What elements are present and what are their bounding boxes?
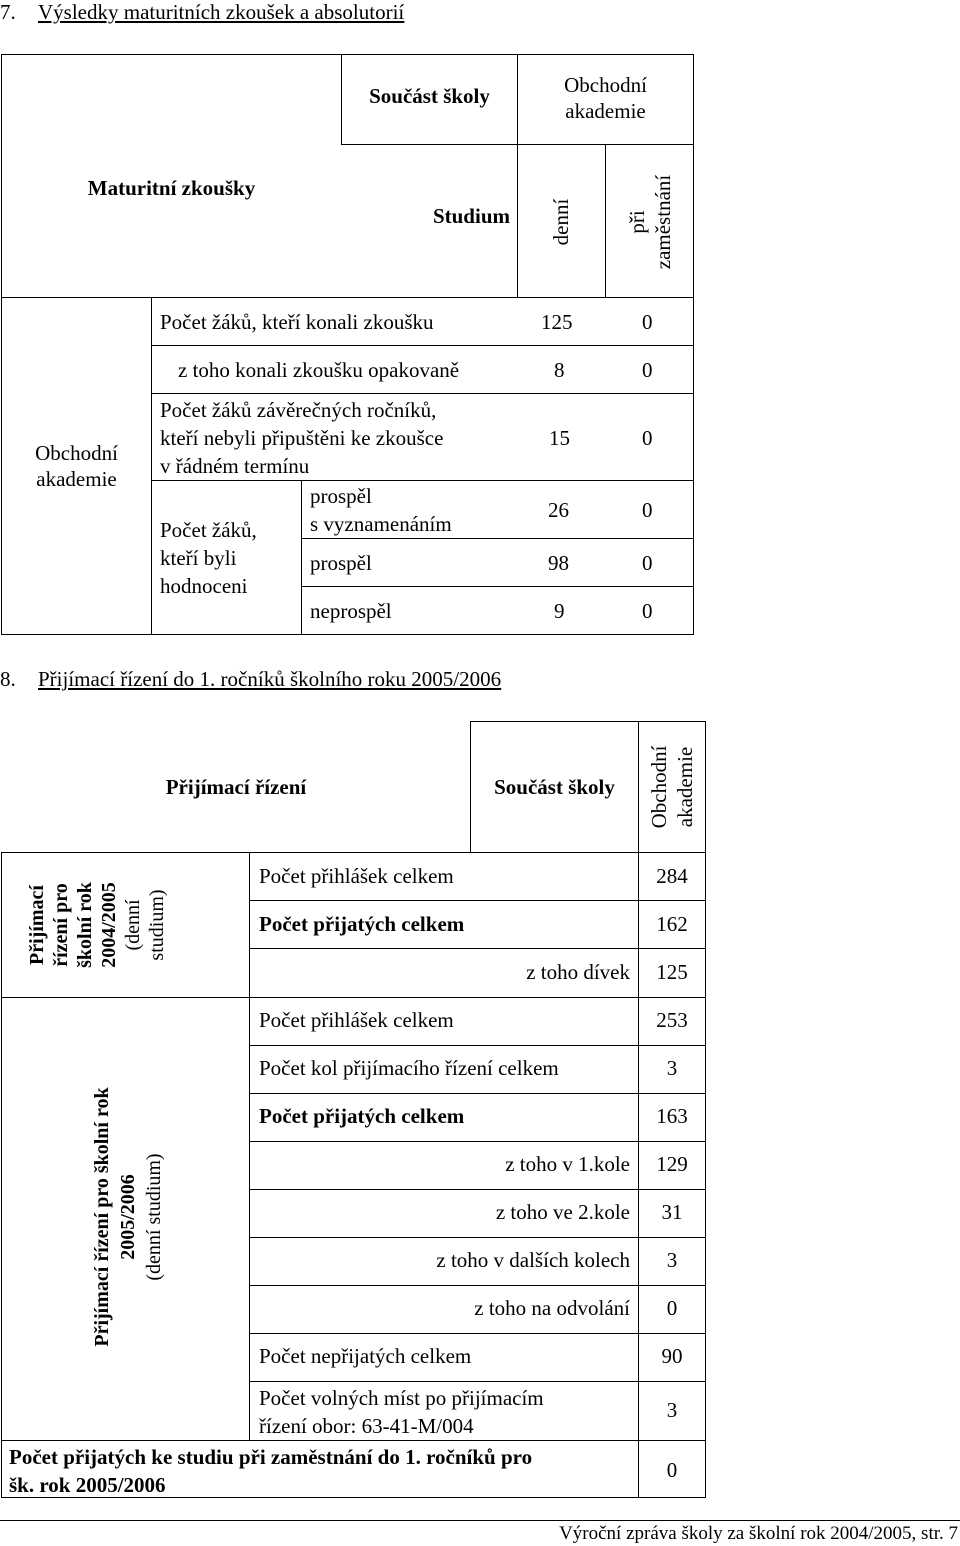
g2-prijatych-label: Počet přijatých celkem bbox=[259, 1104, 465, 1128]
row-opakovane-pri: 0 bbox=[642, 358, 653, 382]
row-vyznamenani-denni: 26 bbox=[548, 498, 569, 522]
g1-prihlasek-label: Počet přihlášek celkem bbox=[259, 864, 454, 888]
hodnoceni-label: Počet žáků, kteří byli hodnoceni bbox=[160, 518, 257, 598]
g2-kol-value: 3 bbox=[666, 1056, 678, 1080]
zamestnani-value: 0 bbox=[666, 1458, 678, 1482]
row-prospel-pri: 0 bbox=[642, 551, 653, 575]
g1-divek-value: 125 bbox=[656, 960, 688, 984]
g2-prihlasek-label: Počet přihlášek celkem bbox=[259, 1008, 454, 1032]
g1-prijatych-label: Počet přijatých celkem bbox=[259, 912, 465, 936]
g2-odvolani-value: 0 bbox=[666, 1296, 678, 1320]
row-opakovane-denni: 8 bbox=[554, 358, 565, 382]
row-konali-label: Počet žáků, kteří konali zkoušku bbox=[160, 310, 434, 334]
footer-text: Výroční zpráva školy za školní rok 2004/2005, str. 7 bbox=[559, 1523, 958, 1544]
section-8-heading bbox=[0, 667, 501, 692]
row-nepripusteni-label: Počet žáků závěrečných ročníků, kteří nebyli připuštěni ke zkoušce v řádném termínu bbox=[160, 398, 444, 478]
row-prospel-denni: 98 bbox=[548, 551, 569, 575]
g2-prijatych-value: 163 bbox=[656, 1104, 688, 1128]
studium-label: Studium bbox=[432, 204, 510, 228]
soucast-skoly-label: Součást školy bbox=[369, 84, 490, 108]
g1-prihlasek-value: 284 bbox=[656, 864, 688, 888]
row-nepripusteni-denni: 15 bbox=[549, 426, 570, 450]
g2-volnych-value: 3 bbox=[666, 1398, 678, 1422]
section-title: Výsledky maturitních zkoušek a absolutorií bbox=[38, 0, 405, 24]
g2-kolo1-value: 129 bbox=[656, 1152, 688, 1176]
g1-prijatych-value: 162 bbox=[656, 912, 688, 936]
row-prospel-label: prospěl bbox=[310, 551, 372, 575]
section-7-heading bbox=[0, 0, 404, 25]
group1-label: Přijímací řízení pro školní rok 2004/2005 (denní studium) bbox=[26, 882, 168, 968]
row-vyznamenani-pri: 0 bbox=[642, 498, 653, 522]
g2-kolo2-label: z toho ve 2.kole bbox=[495, 1200, 630, 1224]
g2-kol-label: Počet kol přijímacího řízení celkem bbox=[259, 1056, 559, 1080]
row-neprospel-denni: 9 bbox=[554, 599, 565, 623]
row-vyznamenani-label: prospěl s vyznamenáním bbox=[310, 484, 452, 536]
g2-neprijatych-label: Počet nepřijatých celkem bbox=[259, 1344, 472, 1368]
g2-dalsi-value: 3 bbox=[666, 1248, 678, 1272]
row-neprospel-pri: 0 bbox=[642, 599, 653, 623]
col-denni: denní bbox=[549, 198, 573, 246]
g2-dalsi-label: z toho v dalších kolech bbox=[436, 1248, 630, 1272]
group2-label: Přijímací řízení pro školní rok 2005/2006 (denní studium) bbox=[91, 1087, 165, 1347]
row-opakovane-label: z toho konali zkoušku opakovaně bbox=[178, 358, 460, 382]
row-konali-denni: 125 bbox=[541, 310, 573, 334]
row-konali-pri: 0 bbox=[642, 310, 653, 334]
g2-kolo2-value: 31 bbox=[661, 1200, 683, 1224]
prijimaci-rizeni-label: Přijímací řízení bbox=[165, 775, 307, 799]
section-number: 7. bbox=[0, 0, 16, 24]
section-title: Přijímací řízení do 1. ročníků školního roku 2005/2006 bbox=[38, 667, 502, 691]
g2-odvolani-label: z toho na odvolání bbox=[474, 1296, 630, 1320]
g2-neprijatych-value: 90 bbox=[661, 1344, 683, 1368]
section-number: 8. bbox=[0, 667, 16, 691]
soucast-skoly-label-2: Součást školy bbox=[494, 775, 615, 799]
g2-kolo1-label: z toho v 1.kole bbox=[505, 1152, 630, 1176]
footer-rule bbox=[0, 1520, 960, 1521]
school-column-header-2: Obchodní akademie bbox=[647, 745, 697, 829]
g2-volnych-label: Počet volných míst po přijímacím řízení obor: 63-41-M/004 bbox=[259, 1386, 544, 1438]
row-neprospel-label: neprospěl bbox=[310, 599, 392, 623]
maturitni-zkousky-label: Maturitní zkoušky bbox=[87, 176, 256, 200]
school-column-header: Obchodní akademie bbox=[564, 73, 647, 123]
col-pri-zamestnani: při zaměstnání bbox=[625, 174, 675, 270]
g1-divek-label: z toho dívek bbox=[526, 960, 630, 984]
g2-prihlasek-value: 253 bbox=[656, 1008, 688, 1032]
zamestnani-label: Počet přijatých ke studiu při zaměstnání do 1. ročníků pro šk. rok 2005/2006 bbox=[9, 1445, 533, 1497]
side-label-obchodni-akademie: Obchodní akademie bbox=[35, 441, 118, 491]
row-nepripusteni-pri: 0 bbox=[642, 426, 653, 450]
